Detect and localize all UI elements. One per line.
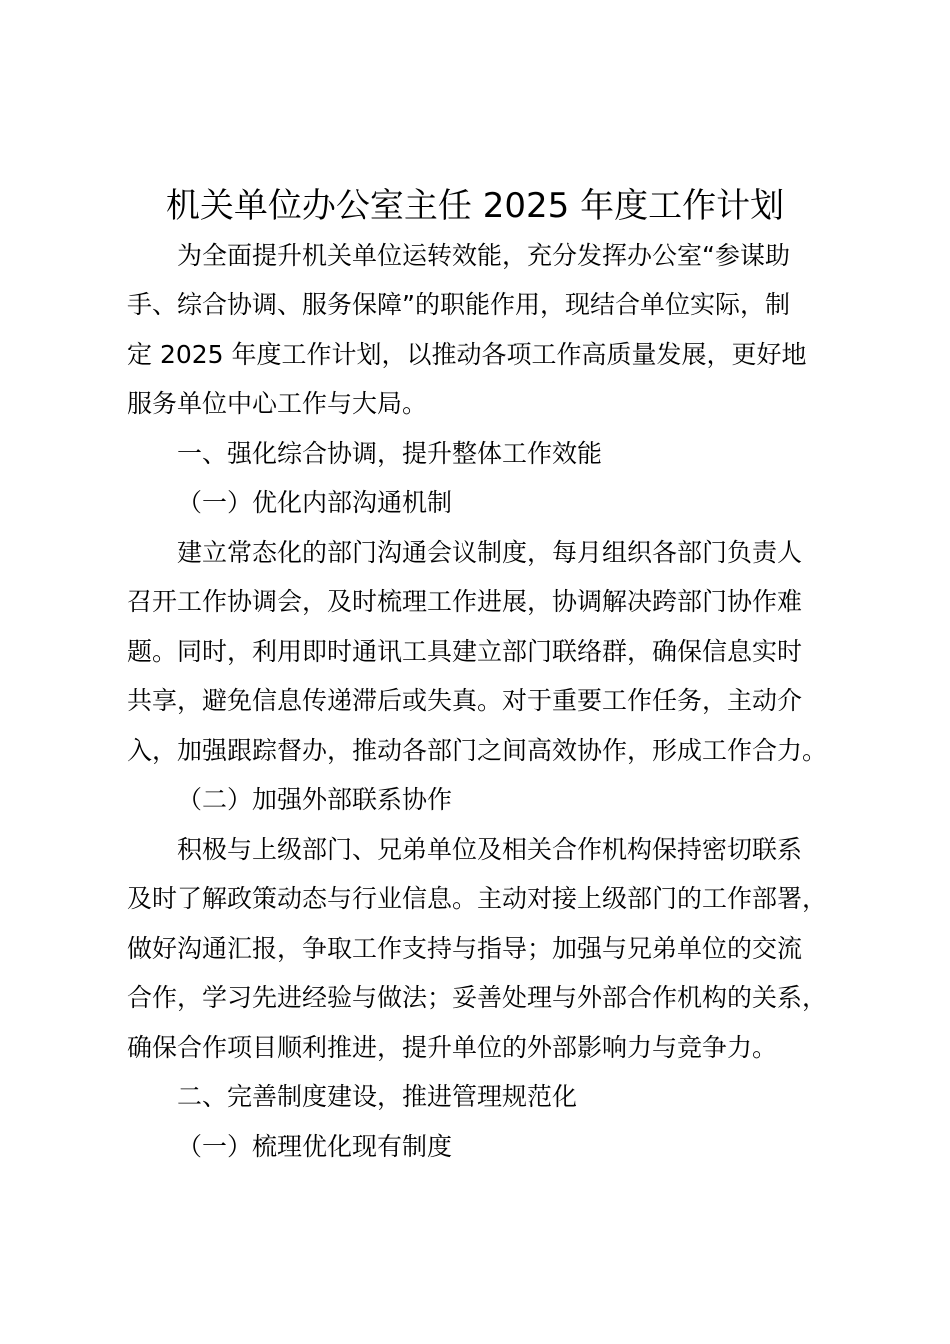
paragraph-line: 为全面提升机关单位运转效能，充分发挥办公室“参谋助 [177,241,790,270]
paragraph-line: 确保合作项目顺利推进，提升单位的外部影响力与竞争力。 [127,1033,778,1062]
paragraph-line: 做好沟通汇报，争取工作支持与指导；加强与兄弟单位的交流 [127,934,803,963]
paragraph-line: 手、综合协调、服务保障”的职能作用，现结合单位实际，制 [127,290,790,319]
section-heading: 一、强化综合协调，提升整体工作效能 [177,439,603,468]
paragraph-line: 及时了解政策动态与行业信息。主动对接上级部门的工作部署， [127,884,828,913]
paragraph-line: 题。同时，利用即时通讯工具建立部门联络群，确保信息实时 [127,637,803,666]
paragraph-line: 服务单位中心工作与大局。 [127,389,428,418]
document-title: 机关单位办公室主任 2025 年度工作计划 [165,186,785,226]
paragraph-line: 共享，避免信息传递滞后或失真。对于重要工作任务，主动介 [127,686,803,715]
section-heading: 二、完善制度建设，推进管理规范化 [177,1082,578,1111]
paragraph-line: 建立常态化的部门沟通会议制度，每月组织各部门负责人 [177,538,803,567]
paragraph-line: 积极与上级部门、兄弟单位及相关合作机构保持密切联系 [177,835,803,864]
paragraph-line: 合作，学习先进经验与做法；妥善处理与外部合作机构的关系， [127,983,828,1012]
subsection-heading: （二）加强外部联系协作 [177,785,453,814]
paragraph-line: 入，加强跟踪督办，推动各部门之间高效协作，形成工作合力。 [127,736,828,765]
paragraph-line: 召开工作协调会，及时梳理工作进展，协调解决跨部门协作难 [127,587,803,616]
paragraph-line: 定 2025 年度工作计划，以推动各项工作高质量发展，更好地 [127,340,807,369]
subsection-heading: （一）优化内部沟通机制 [177,488,453,517]
subsection-heading: （一）梳理优化现有制度 [177,1132,453,1161]
